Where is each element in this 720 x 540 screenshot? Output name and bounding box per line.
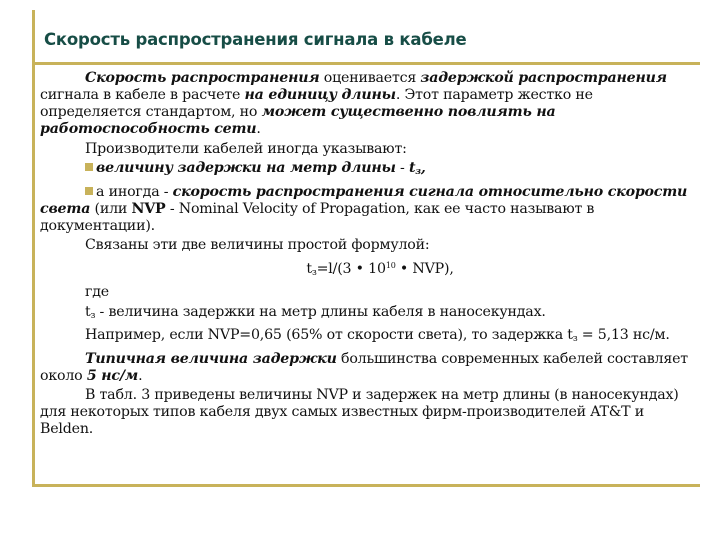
formula-t: t bbox=[306, 260, 312, 277]
bullet-icon bbox=[85, 163, 93, 171]
page-title: Скорость распространения сигнала в кабеле bbox=[44, 30, 467, 49]
paragraph-intro bbox=[40, 70, 690, 138]
term-relative-speed: скорость распространения сигнала относительно скорости света bbox=[40, 183, 688, 217]
symbol-sub: з bbox=[415, 167, 421, 177]
text: . bbox=[138, 367, 143, 384]
bullet-item-nvp bbox=[40, 184, 690, 235]
text: Например, если NVP=0,65 (65% от скорости света), то задержка t bbox=[85, 327, 573, 343]
text: . bbox=[256, 121, 261, 137]
symbol-tz bbox=[409, 160, 421, 176]
term-typical-delay: Типичная величина задержки bbox=[85, 350, 337, 367]
formula-body: =l/(3 • 10 bbox=[316, 260, 386, 277]
formula-sub: з bbox=[311, 267, 317, 278]
text: . Этот параметр жестко не определяется стандартом, но bbox=[40, 87, 593, 120]
bullet-item-delay bbox=[40, 160, 690, 181]
paragraph-where: где bbox=[85, 284, 109, 300]
paragraph-formula-intro: Связаны эти две величины простой формулой: bbox=[85, 237, 430, 253]
text: оценивается bbox=[319, 70, 421, 86]
paragraph-table-ref: В табл. 3 приведены величины NVP и задержек на метр длины (в наносекундах) для некоторых типов кабеля двух самых известных фирм-производителей AT&T и Belden. bbox=[40, 387, 679, 437]
text: , bbox=[420, 160, 426, 176]
frame-bottom-line bbox=[32, 484, 700, 487]
frame-top-line bbox=[32, 62, 700, 65]
formula-tail: • NVP), bbox=[395, 260, 454, 277]
text: - bbox=[395, 160, 409, 176]
paragraph-manufacturers: Производители кабелей иногда указывают: bbox=[85, 140, 407, 157]
term-nvp: NVP bbox=[131, 200, 166, 217]
text: большинства современных кабелей составляет около bbox=[40, 350, 688, 384]
paragraph-definition bbox=[40, 304, 690, 325]
symbol-t: t bbox=[408, 160, 416, 176]
symbol-t: t bbox=[85, 303, 91, 320]
text: (или bbox=[90, 200, 132, 217]
term-affect-network: может существенно повлиять на работоспособность сети bbox=[40, 104, 556, 137]
text: - величина задержки на метр длины кабеля в наносекундах. bbox=[95, 303, 546, 320]
symbol-sub: з bbox=[572, 334, 578, 344]
symbol-sub: з bbox=[90, 310, 96, 321]
paragraph-typical bbox=[40, 351, 690, 385]
frame-left-line bbox=[32, 10, 35, 486]
slide-body bbox=[40, 70, 690, 441]
text: сигнала в кабеле в расчете bbox=[40, 87, 245, 103]
formula bbox=[40, 257, 690, 282]
term-propagation-speed: Скорость распространения bbox=[85, 70, 320, 86]
text: а иногда - bbox=[96, 183, 173, 200]
formula-exponent: 10 bbox=[385, 260, 396, 270]
text: - Nominal Velocity of Propagation, как ее часто называют в документации). bbox=[40, 200, 595, 234]
bullet-icon bbox=[85, 187, 93, 195]
term-delay-per-meter: величину задержки на метр длины bbox=[96, 160, 396, 176]
term-per-unit-length: на единицу длины bbox=[244, 87, 396, 103]
term-propagation-delay: задержкой распространения bbox=[420, 70, 667, 86]
text: = 5,13 нс/м. bbox=[577, 327, 670, 343]
paragraph-example bbox=[40, 327, 690, 348]
term-5ns: 5 нс/м bbox=[86, 367, 139, 384]
